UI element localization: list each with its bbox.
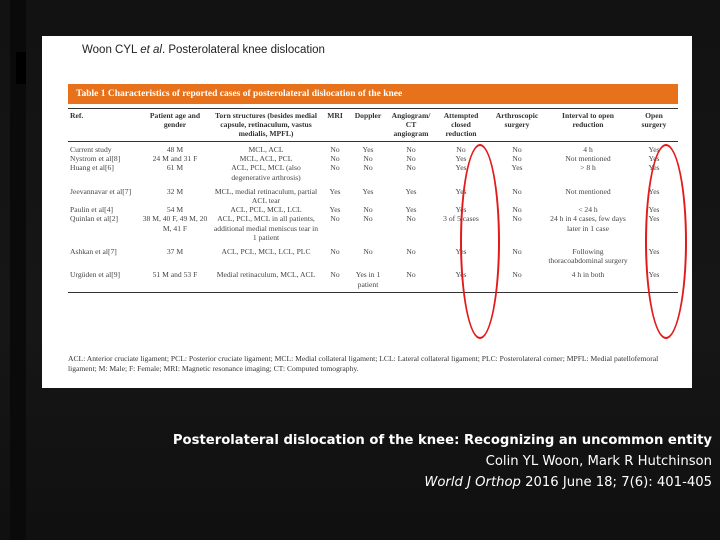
- article-et-al: et al: [140, 44, 162, 56]
- table-cell: Yes: [630, 265, 678, 292]
- header-mri: MRI: [322, 109, 348, 142]
- table-cell: Not mentioned: [565, 154, 611, 164]
- table-cell: MCL, ACL, PCL: [239, 154, 293, 164]
- table-cell: Yes: [405, 186, 417, 196]
- table-cell: No: [512, 186, 522, 196]
- table-cell: ACL, PCL, MCL, LCL, PLC: [221, 247, 311, 257]
- table-cell: Huang et al[6]: [70, 163, 114, 173]
- table-cell: No: [330, 214, 340, 224]
- table-cell: Yes: [362, 145, 374, 154]
- table-cell: Yes: [511, 163, 523, 173]
- table-cell: No: [363, 205, 373, 215]
- table-cell: 48 M: [166, 145, 184, 154]
- header-torn-structures: Torn structures (besides medial capsule, retinaculum, vastus medialis, MPFL): [210, 109, 322, 142]
- table-cell: Yes: [455, 186, 467, 196]
- table-cell: Yes: [405, 205, 417, 215]
- table-cell: Yes: [648, 205, 660, 215]
- table-cell: Yes: [648, 145, 660, 154]
- cases-table: [68, 108, 678, 293]
- table-cell: 54 M: [166, 205, 184, 215]
- table-cell: No: [322, 265, 348, 292]
- table-footnote: ACL: Anterior cruciate ligament; PCL: Posterior cruciate ligament; MCL: Medial collateral ligament; LCL: Lateral collateral ligament; PLC: Posterolateral corner; MPFL: Medial patellofemoral ligament; M: Male; F: Female; MRI: Magnetic resonance imaging; CT: Computed tomography.: [68, 354, 659, 373]
- table-cell: 37 M: [166, 247, 184, 257]
- citation-block: [173, 430, 712, 493]
- table-cell: 4 h in both: [546, 265, 630, 292]
- article-header: [82, 44, 325, 56]
- table-cell: Yes: [455, 205, 467, 215]
- table-cell: No: [363, 163, 373, 173]
- table-cell: Ashkan et al[7]: [70, 247, 117, 257]
- table-row: [68, 142, 678, 155]
- table-row: [68, 214, 678, 242]
- table-cell: Jeevannavar et al[7]: [70, 186, 132, 196]
- table-cell: Yes: [648, 154, 660, 164]
- table-cell: Yes: [455, 163, 467, 173]
- table-cell: Paulin et al[4]: [70, 205, 114, 215]
- table-cell: No: [512, 214, 522, 224]
- table-cell: Urgüden et al[9]: [68, 265, 140, 292]
- table-cell: No: [363, 214, 373, 224]
- table-cell: No: [363, 247, 373, 257]
- table-row: [68, 242, 678, 265]
- table-cell: > 8 h: [580, 163, 596, 173]
- table-cell: No: [512, 247, 522, 257]
- table-row: [68, 163, 678, 181]
- header-closed-reduction: Attempted closed reduction: [434, 109, 488, 142]
- table-cell: No: [330, 163, 340, 173]
- citation-authors: Colin YL Woon, Mark R Hutchinson: [485, 454, 712, 469]
- table-cell: Nystrom et al[8]: [70, 154, 121, 164]
- table-cell: 24 h in 4 cases, few days later in 1 case: [550, 214, 626, 233]
- table-cell: 3 of 5 cases: [443, 214, 479, 224]
- header-open-surgery: Open surgery: [630, 109, 678, 142]
- table-cell: Yes: [434, 265, 488, 292]
- table-caption: Table 1 Characteristics of reported cases of posterolateral dislocation of the knee: [68, 84, 678, 104]
- table-cell: 38 M, 40 F, 49 M, 20 M, 41 F: [142, 214, 208, 233]
- left-decorative-mark: [16, 52, 26, 84]
- table-cell: Yes: [329, 205, 341, 215]
- table-cell: No: [406, 247, 416, 257]
- table-row: [68, 265, 678, 292]
- header-angiogram: Angiogram/ CT angiogram: [388, 109, 434, 142]
- table-cell: 4 h: [583, 145, 593, 154]
- table-cell: No: [406, 154, 416, 164]
- table-cell: No: [406, 163, 416, 173]
- table-row: [68, 182, 678, 205]
- header-interval: Interval to open reduction: [546, 109, 630, 142]
- citation-title: Posterolateral dislocation of the knee: Recognizing an uncommon entity: [172, 433, 712, 448]
- article-table-figure: [42, 36, 692, 388]
- table-cell: Yes: [362, 186, 374, 196]
- table-cell: MCL, medial retinaculum, partial ACL tear: [214, 186, 318, 206]
- table-cell: No: [388, 265, 434, 292]
- table-cell: No: [488, 265, 546, 292]
- table-row: [68, 154, 678, 163]
- table-cell: No: [406, 214, 416, 224]
- table-cell: 61 M: [166, 163, 184, 173]
- header-doppler: Doppler: [348, 109, 388, 142]
- table-cell: ACL, PCL, MCL in all patients, additional medial meniscus tear in 1 patient: [213, 214, 319, 242]
- table-cell: Yes: [648, 247, 660, 257]
- table-cell: Current study: [70, 145, 112, 154]
- table-cell: ACL, PCL, MCL, LCL: [230, 205, 302, 215]
- table-cell: No: [363, 154, 373, 164]
- table-cell: Quinlan et al[2]: [70, 214, 119, 224]
- table-cell: Yes: [648, 163, 660, 173]
- table-cell: No: [330, 145, 340, 154]
- table-cell: Following thoracoabdominal surgery: [548, 247, 628, 266]
- table-cell: 24 M and 31 F: [152, 154, 198, 164]
- table-cell: Yes: [455, 154, 467, 164]
- table-row: [68, 205, 678, 214]
- header-arthroscopic: Arthroscopic surgery: [488, 109, 546, 142]
- table-cell: 32 M: [166, 186, 184, 196]
- table-cell: Medial retinaculum, MCL, ACL: [210, 265, 322, 292]
- header-age-gender: Patient age and gender: [140, 109, 210, 142]
- header-ref: Ref.: [68, 109, 140, 142]
- table-cell: Yes: [329, 186, 341, 196]
- table-cell: Yes: [648, 186, 660, 196]
- table-cell: Yes: [455, 247, 467, 257]
- table-cell: MCL, ACL: [248, 145, 284, 154]
- citation-journal: World J Orthop: [424, 475, 521, 490]
- citation-details: 2016 June 18; 7(6): 401-405: [520, 475, 712, 490]
- table-cell: No: [456, 145, 466, 154]
- table-cell: 51 M and 53 F: [140, 265, 210, 292]
- table-cell: No: [406, 145, 416, 154]
- table-header-row: [68, 109, 678, 142]
- table-cell: Not mentioned: [565, 186, 611, 196]
- table-cell: Yes: [648, 214, 660, 224]
- table-cell: No: [512, 145, 522, 154]
- article-title: . Posterolateral knee dislocation: [161, 44, 325, 56]
- table-cell: < 24 h: [578, 205, 598, 215]
- table-cell: ACL, PCL, MCL (also degenerative arthrosis): [231, 163, 301, 182]
- table-cell: No: [512, 154, 522, 164]
- table-cell: No: [330, 154, 340, 164]
- citation-source: [173, 472, 712, 493]
- table-cell: Yes in 1 patient: [348, 265, 388, 292]
- table-cell: No: [330, 247, 340, 257]
- article-authors: Woon CYL: [82, 44, 137, 56]
- table-cell: No: [512, 205, 522, 215]
